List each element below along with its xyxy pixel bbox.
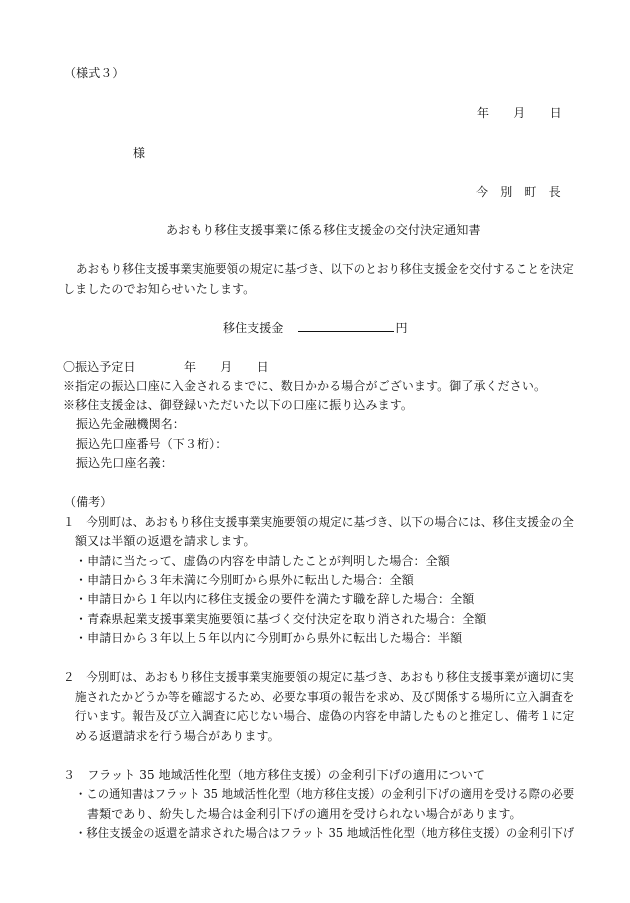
document-title: あおもり移住支援事業に係る移住支援金の交付決定通知書 — [166, 223, 481, 237]
remark-1-bullet-3: ・申請日から１年以内に移住支援金の要件を満たす職を辞した場合：全額 — [75, 592, 475, 606]
remark-2-line-2: 施されたかどうか等を確認するため、必要な事項の報告を求め、及び関係する場所に立入調査を — [75, 690, 575, 704]
remark-1-bullet-4: ・青森県起業支援事業実施要領に基づく交付決定を取り消された場合：全額 — [75, 612, 487, 626]
remark-1-bullet-1: ・申請に当たって、虚偽の内容を申請したことが判明した場合：全額 — [75, 554, 450, 568]
account-number-field: 振込先口座番号（下３桁）： — [76, 437, 228, 451]
intro-line-1: あおもり移住支援事業実施要領の規定に基づき、以下のとおり移住支援金を交付することを決定 — [76, 262, 574, 276]
transfer-note-1: ※指定の振込口座に入金されるまでに、数日かかる場合がございます。御了承ください。 — [63, 379, 547, 393]
transfer-note-2: ※移住支援金は、御登録いただいた以下の口座に振り込みます。 — [63, 398, 413, 412]
bank-name-field: 振込先金融機関名： — [76, 417, 185, 431]
remark-3-line-3: ・移住支援金の返還を請求された場合はフラット 35 地域活性化型（地方移住支援）の金利引下げ — [75, 826, 575, 840]
amount-blank — [298, 320, 394, 332]
date-line: 年 月 日 — [477, 106, 562, 120]
remark-1-bullet-5: ・申請日から３年以上５年以内に今別町から県外に転出した場合：半額 — [75, 631, 463, 645]
remark-2-line-1: ２ 今別町は、あおもり移住支援事業実施要領の規定に基づき、あおもり移住支援事業が適切に実 — [63, 670, 574, 684]
remark-1-bullet-2: ・申請日から３年未満に今別町から県外に転出した場合：全額 — [75, 573, 414, 587]
amount-unit: 円 — [395, 321, 408, 335]
remark-1-line-2: 額又は半額の返還を請求します。 — [75, 534, 256, 548]
remark-3-line-2: 書類であり、紛失した場合は金利引下げの適用を受けられない場合があります。 — [87, 807, 522, 821]
scheduled-transfer-date: 〇振込予定日 年 月 日 — [63, 360, 269, 374]
remark-3-line-1: ・この通知書はフラット 35 地域活性化型（地方移住支援）の金利引下げの適用を受ける際の必要 — [75, 787, 575, 801]
remarks-heading: （備考） — [64, 495, 113, 509]
amount-label: 移住支援金 — [223, 321, 284, 335]
remark-2-line-3: 行います。報告及び立入調査に応じない場合、虚偽の内容を申請したものと推定し、備考１に定 — [75, 709, 575, 723]
issuer: 今 別 町 長 — [476, 185, 561, 199]
addressee-suffix: 様 — [133, 146, 146, 160]
form-label: （様式３） — [64, 66, 125, 80]
remark-2-line-4: める返還請求を行う場合があります。 — [75, 729, 280, 743]
account-name-field: 振込先口座名義： — [76, 456, 173, 470]
remark-1-line-1: １ 今別町は、あおもり移住支援事業実施要領の規定に基づき、以下の場合には、移住支援金の全 — [63, 515, 574, 529]
amount-row — [223, 320, 408, 336]
intro-line-2: しましたのでお知らせいたします。 — [63, 282, 256, 296]
remark-3-heading: ３ フラット 35 地域活性化型（地方移住支援）の金利引下げの適用について — [63, 768, 486, 782]
